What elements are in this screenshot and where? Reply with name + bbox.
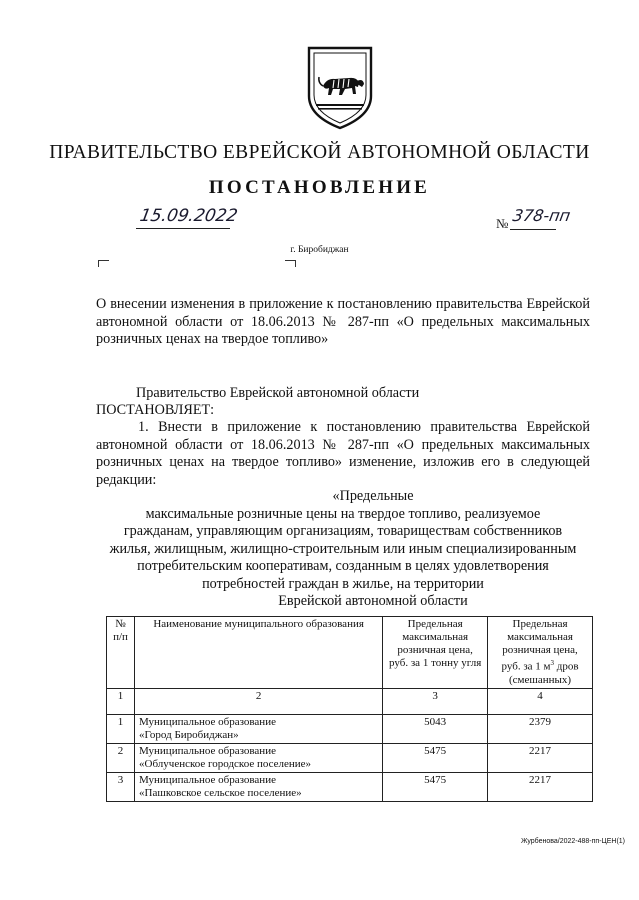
municipality-name bbox=[135, 773, 383, 802]
header-number: № п/п bbox=[107, 617, 135, 689]
row-number: 2 bbox=[107, 744, 135, 773]
header-wood-text-end: дров (смешанных) bbox=[509, 660, 579, 686]
municipality-line: «Облученское городское поселение» bbox=[139, 758, 312, 770]
annex-heading-line: «Предельные bbox=[332, 488, 414, 504]
subject-corner-left bbox=[98, 260, 109, 267]
annex-heading-line: гражданам, управляющим организациям, товариществам собственников bbox=[123, 523, 563, 539]
municipality-line: Муниципальное образование bbox=[139, 774, 276, 786]
coat-of-arms-emblem bbox=[301, 44, 379, 132]
coal-price: 5475 bbox=[383, 773, 488, 802]
government-line bbox=[96, 385, 590, 403]
annex-heading-line: потребительским кооперативам, созданным в целях удовлетворения bbox=[137, 558, 549, 574]
header-wood-sup: 3 bbox=[550, 659, 555, 667]
header-wood-text: Предельная максимальная розничная цена, руб. за 1 м bbox=[501, 618, 578, 673]
row-number: 3 bbox=[107, 773, 135, 802]
coal-price: 5475 bbox=[383, 744, 488, 773]
municipality-name bbox=[135, 715, 383, 744]
column-number-row bbox=[107, 689, 593, 715]
city-name: г. Биробиджан bbox=[290, 245, 349, 255]
column-number: 4 bbox=[488, 689, 593, 715]
number-underline bbox=[510, 229, 556, 230]
handwritten-number: 378-пп bbox=[511, 206, 572, 225]
wood-price: 2379 bbox=[488, 715, 593, 744]
document-subject: О внесении изменения в приложение к постановлению правительства Еврейской автономной области от 18.06.2013 № 287-пп «О предельных максимальных розничных ценах на твердое топливо» bbox=[96, 296, 590, 347]
annex-heading-line: потребностей граждан в жилье, на территории bbox=[202, 575, 484, 592]
document-type-title: ПОСТАНОВЛЕНИЕ bbox=[208, 177, 431, 198]
coal-price: 5043 bbox=[383, 715, 488, 744]
column-number: 3 bbox=[383, 689, 488, 715]
row-number: 1 bbox=[107, 715, 135, 744]
resolves-line: ПОСТАНОВЛЯЕТ: bbox=[96, 402, 215, 418]
column-number: 1 bbox=[107, 689, 135, 715]
document-code-footer: Журбенова/2022-488-пп-ЦЕН(1) bbox=[520, 838, 625, 845]
table-row bbox=[107, 715, 593, 744]
subject-corner-right bbox=[285, 260, 296, 267]
item-1-paragraph: 1. Внести в приложение к постановлению правительства Еврейской автономной области от 18.06.2013 № 287-пп «О предельных максимальных розничных ценах на твердое топливо» изменение, изложив его в следующей редакции: bbox=[96, 419, 590, 488]
header-coal-price: Предельная максимальная розничная цена, руб. за 1 тонну угля bbox=[383, 617, 488, 689]
government-line-text: Правительство Еврейской автономной области bbox=[136, 385, 420, 401]
government-name: ПРАВИТЕЛЬСТВО ЕВРЕЙСКОЙ АВТОНОМНОЙ ОБЛАСТИ bbox=[49, 142, 590, 163]
table-row bbox=[107, 773, 593, 802]
handwritten-date: 15.09.2022 bbox=[138, 206, 240, 226]
municipality-line: «Пашковское сельское поселение» bbox=[139, 787, 302, 799]
column-number: 2 bbox=[135, 689, 383, 715]
municipality-line: Муниципальное образование bbox=[139, 716, 276, 728]
annex-heading-line: максимальные розничные цены на твердое топливо, реализуемое bbox=[145, 505, 541, 522]
annex-heading-line: Еврейской автономной области bbox=[278, 593, 468, 609]
municipality-line: Муниципальное образование bbox=[139, 745, 276, 757]
header-wood-price bbox=[488, 617, 593, 689]
table-row bbox=[107, 744, 593, 773]
price-table bbox=[106, 616, 593, 802]
header-municipality: Наименование муниципального образования bbox=[135, 617, 383, 689]
annex-heading-line: жилья, жилищным, жилищно-строительным или иным специализированным bbox=[109, 540, 577, 557]
table-header-row bbox=[107, 617, 593, 689]
annex-heading bbox=[96, 488, 590, 611]
number-label: № bbox=[496, 216, 509, 231]
wood-price: 2217 bbox=[488, 773, 593, 802]
date-underline bbox=[136, 228, 230, 229]
municipality-name bbox=[135, 744, 383, 773]
wood-price: 2217 bbox=[488, 744, 593, 773]
municipality-line: «Город Биробиджан» bbox=[139, 729, 239, 741]
